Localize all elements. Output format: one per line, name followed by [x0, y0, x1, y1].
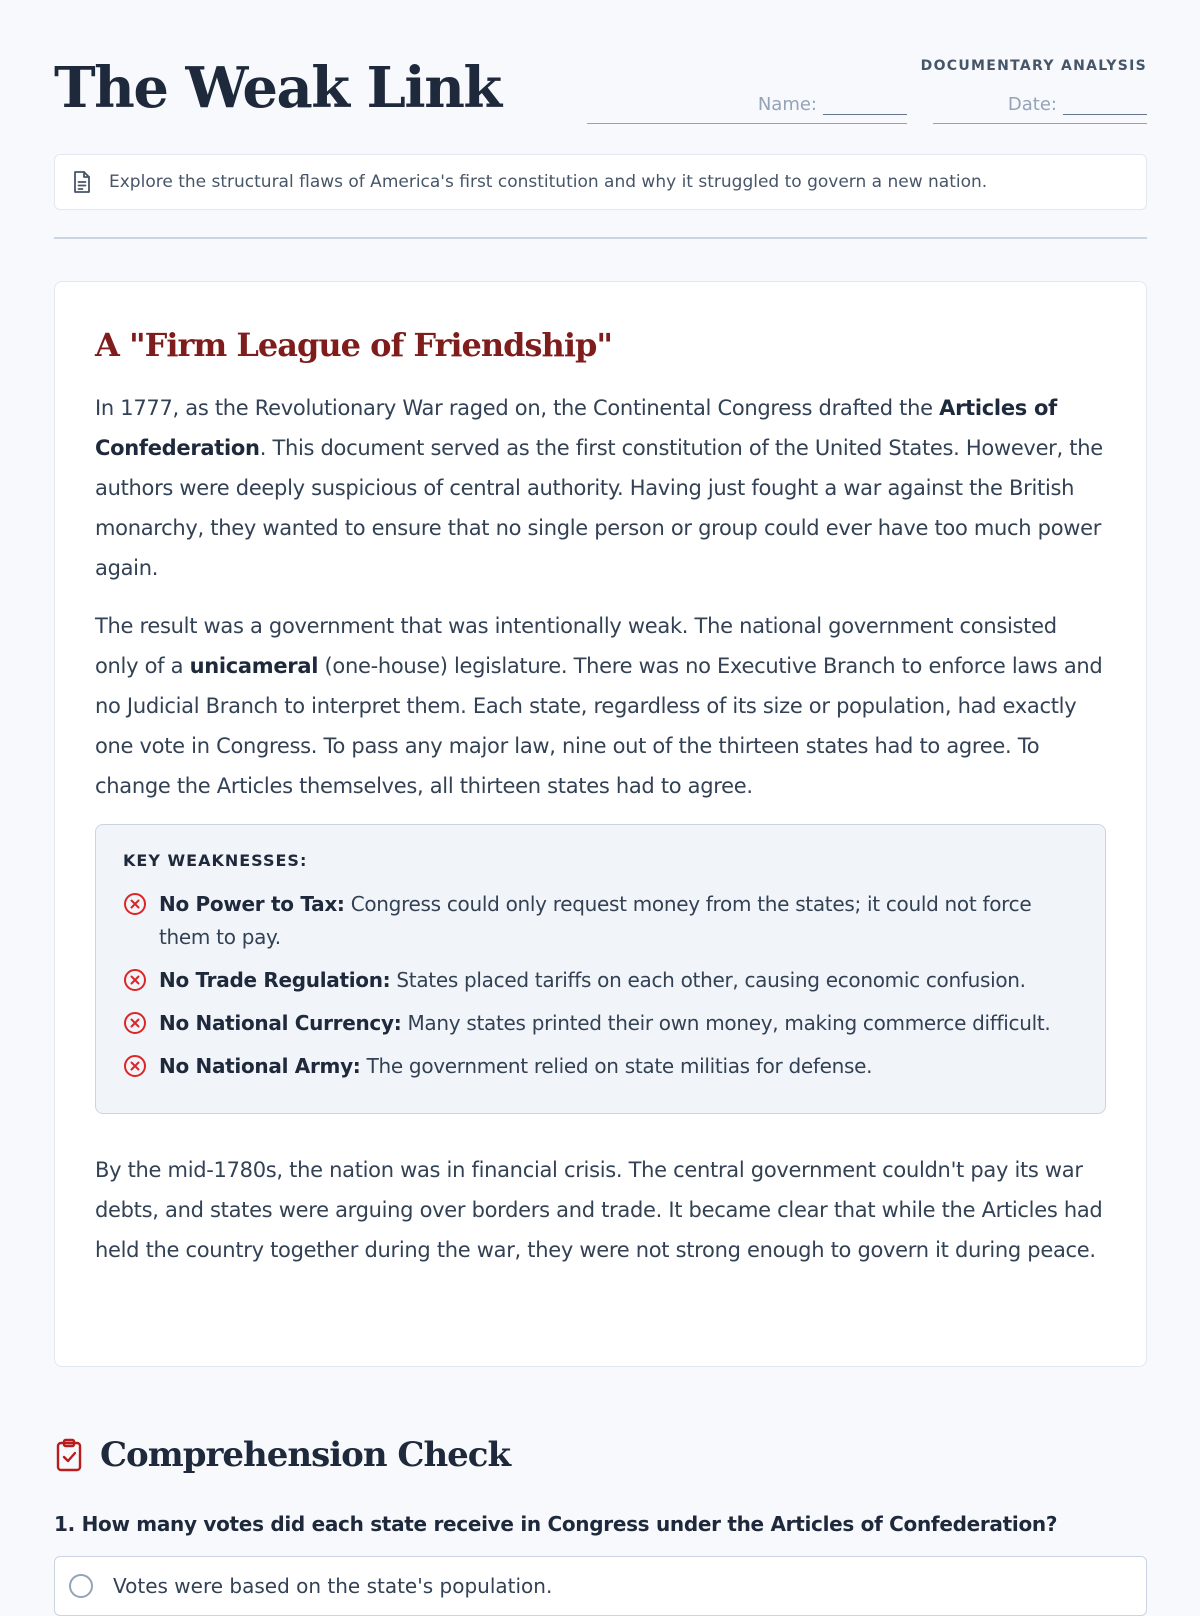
p1-text-a: In 1777, as the Revolutionary War raged on, the Continental Congress drafted the [95, 396, 940, 420]
comprehension-heading: Comprehension Check [100, 1435, 511, 1475]
intro-banner [54, 154, 1147, 210]
article-paragraph-1 [95, 388, 1106, 588]
key-weaknesses-title: KEY WEAKNESSES: [123, 851, 308, 870]
weakness-description: States placed tariffs on each other, causing economic confusion. [390, 968, 1026, 992]
date-field[interactable] [933, 90, 1147, 124]
weakness-description: Many states printed their own money, making commerce difficult. [401, 1011, 1051, 1035]
weakness-item [123, 888, 1079, 954]
p2-term-unicameral: unicameral [189, 654, 319, 678]
article-card [54, 281, 1147, 1367]
article-paragraph-3: By the mid-1780s, the nation was in financial crisis. The central government couldn't pay its war debts, and states were arguing over borders and trade. It became clear that while the Articles had held the country together during the war, they were not strong enough to govern it during peace. [95, 1158, 1103, 1262]
document-type-label: DOCUMENTARY ANALYSIS [920, 58, 1147, 74]
weakness-label: No National Currency: [159, 1011, 402, 1035]
weakness-text [159, 1007, 1050, 1040]
date-blank[interactable] [1063, 98, 1147, 115]
page-title: The Weak Link [54, 55, 501, 121]
weakness-description: Congress could only request money from the states; it could not force them to pay. [159, 892, 1032, 949]
p1-text-c: . This document served as the first constitution of the United States. However, the authors were deeply suspicious of central authority. Having just fought a war against the British monarchy, they wanted to ensure that no single person or group could ever have too much power again. [95, 436, 1103, 580]
header-divider [54, 237, 1147, 239]
clipboard-check-icon [54, 1438, 84, 1472]
name-blank[interactable] [823, 98, 907, 115]
weakness-text [159, 964, 1026, 997]
comprehension-header [54, 1435, 510, 1475]
weakness-text [159, 1050, 872, 1083]
p2-text-c: (one-house) legislature. There was no Executive Branch to enforce laws and no Judicial Branch to interpret them. Each state, regardless of its size or population, had exactly one vote in Congress. To pass any major law, nine out of the thirteen states had to agree. To change the Articles themselves, all thirteen states had to agree. [95, 654, 1103, 798]
weakness-label: No Trade Regulation: [159, 968, 391, 992]
answer-option-1[interactable] [54, 1556, 1147, 1616]
article-heading: A "Firm League of Friendship" [95, 326, 613, 364]
key-weaknesses-list [123, 888, 1079, 1083]
weakness-item [123, 1007, 1079, 1040]
question-1: 1. How many votes did each state receive in Congress under the Articles of Confederation? [54, 1512, 1058, 1536]
name-field[interactable] [587, 90, 907, 124]
weakness-item [123, 1050, 1079, 1083]
document-icon [71, 170, 93, 194]
radio-button[interactable] [69, 1574, 93, 1598]
date-label: Date: [1007, 94, 1057, 115]
weakness-description: The government relied on state militias for defense. [360, 1054, 873, 1078]
worksheet-page [54, 0, 1147, 1598]
name-label: Name: [757, 94, 817, 115]
weakness-text [159, 888, 1079, 954]
weakness-label: No Power to Tax: [159, 892, 345, 916]
weakness-item [123, 964, 1079, 997]
p2-text-a: The result was a government that was intentionally weak. The national government consisted only of a [95, 614, 1057, 678]
page-header [54, 0, 1147, 140]
x-circle-icon [123, 1011, 147, 1035]
intro-text: Explore the structural flaws of America's first constitution and why it struggled to govern a new nation. [109, 172, 988, 192]
p1-term-articles: Articles of Confederation [95, 396, 1057, 460]
x-circle-icon [123, 968, 147, 992]
x-circle-icon [123, 1054, 147, 1078]
answer-option-1-text: Votes were based on the state's population. [113, 1574, 553, 1598]
x-circle-icon [123, 892, 147, 916]
article-paragraph-2 [95, 606, 1106, 806]
weakness-label: No National Army: [159, 1054, 361, 1078]
key-weaknesses-box [95, 824, 1106, 1114]
